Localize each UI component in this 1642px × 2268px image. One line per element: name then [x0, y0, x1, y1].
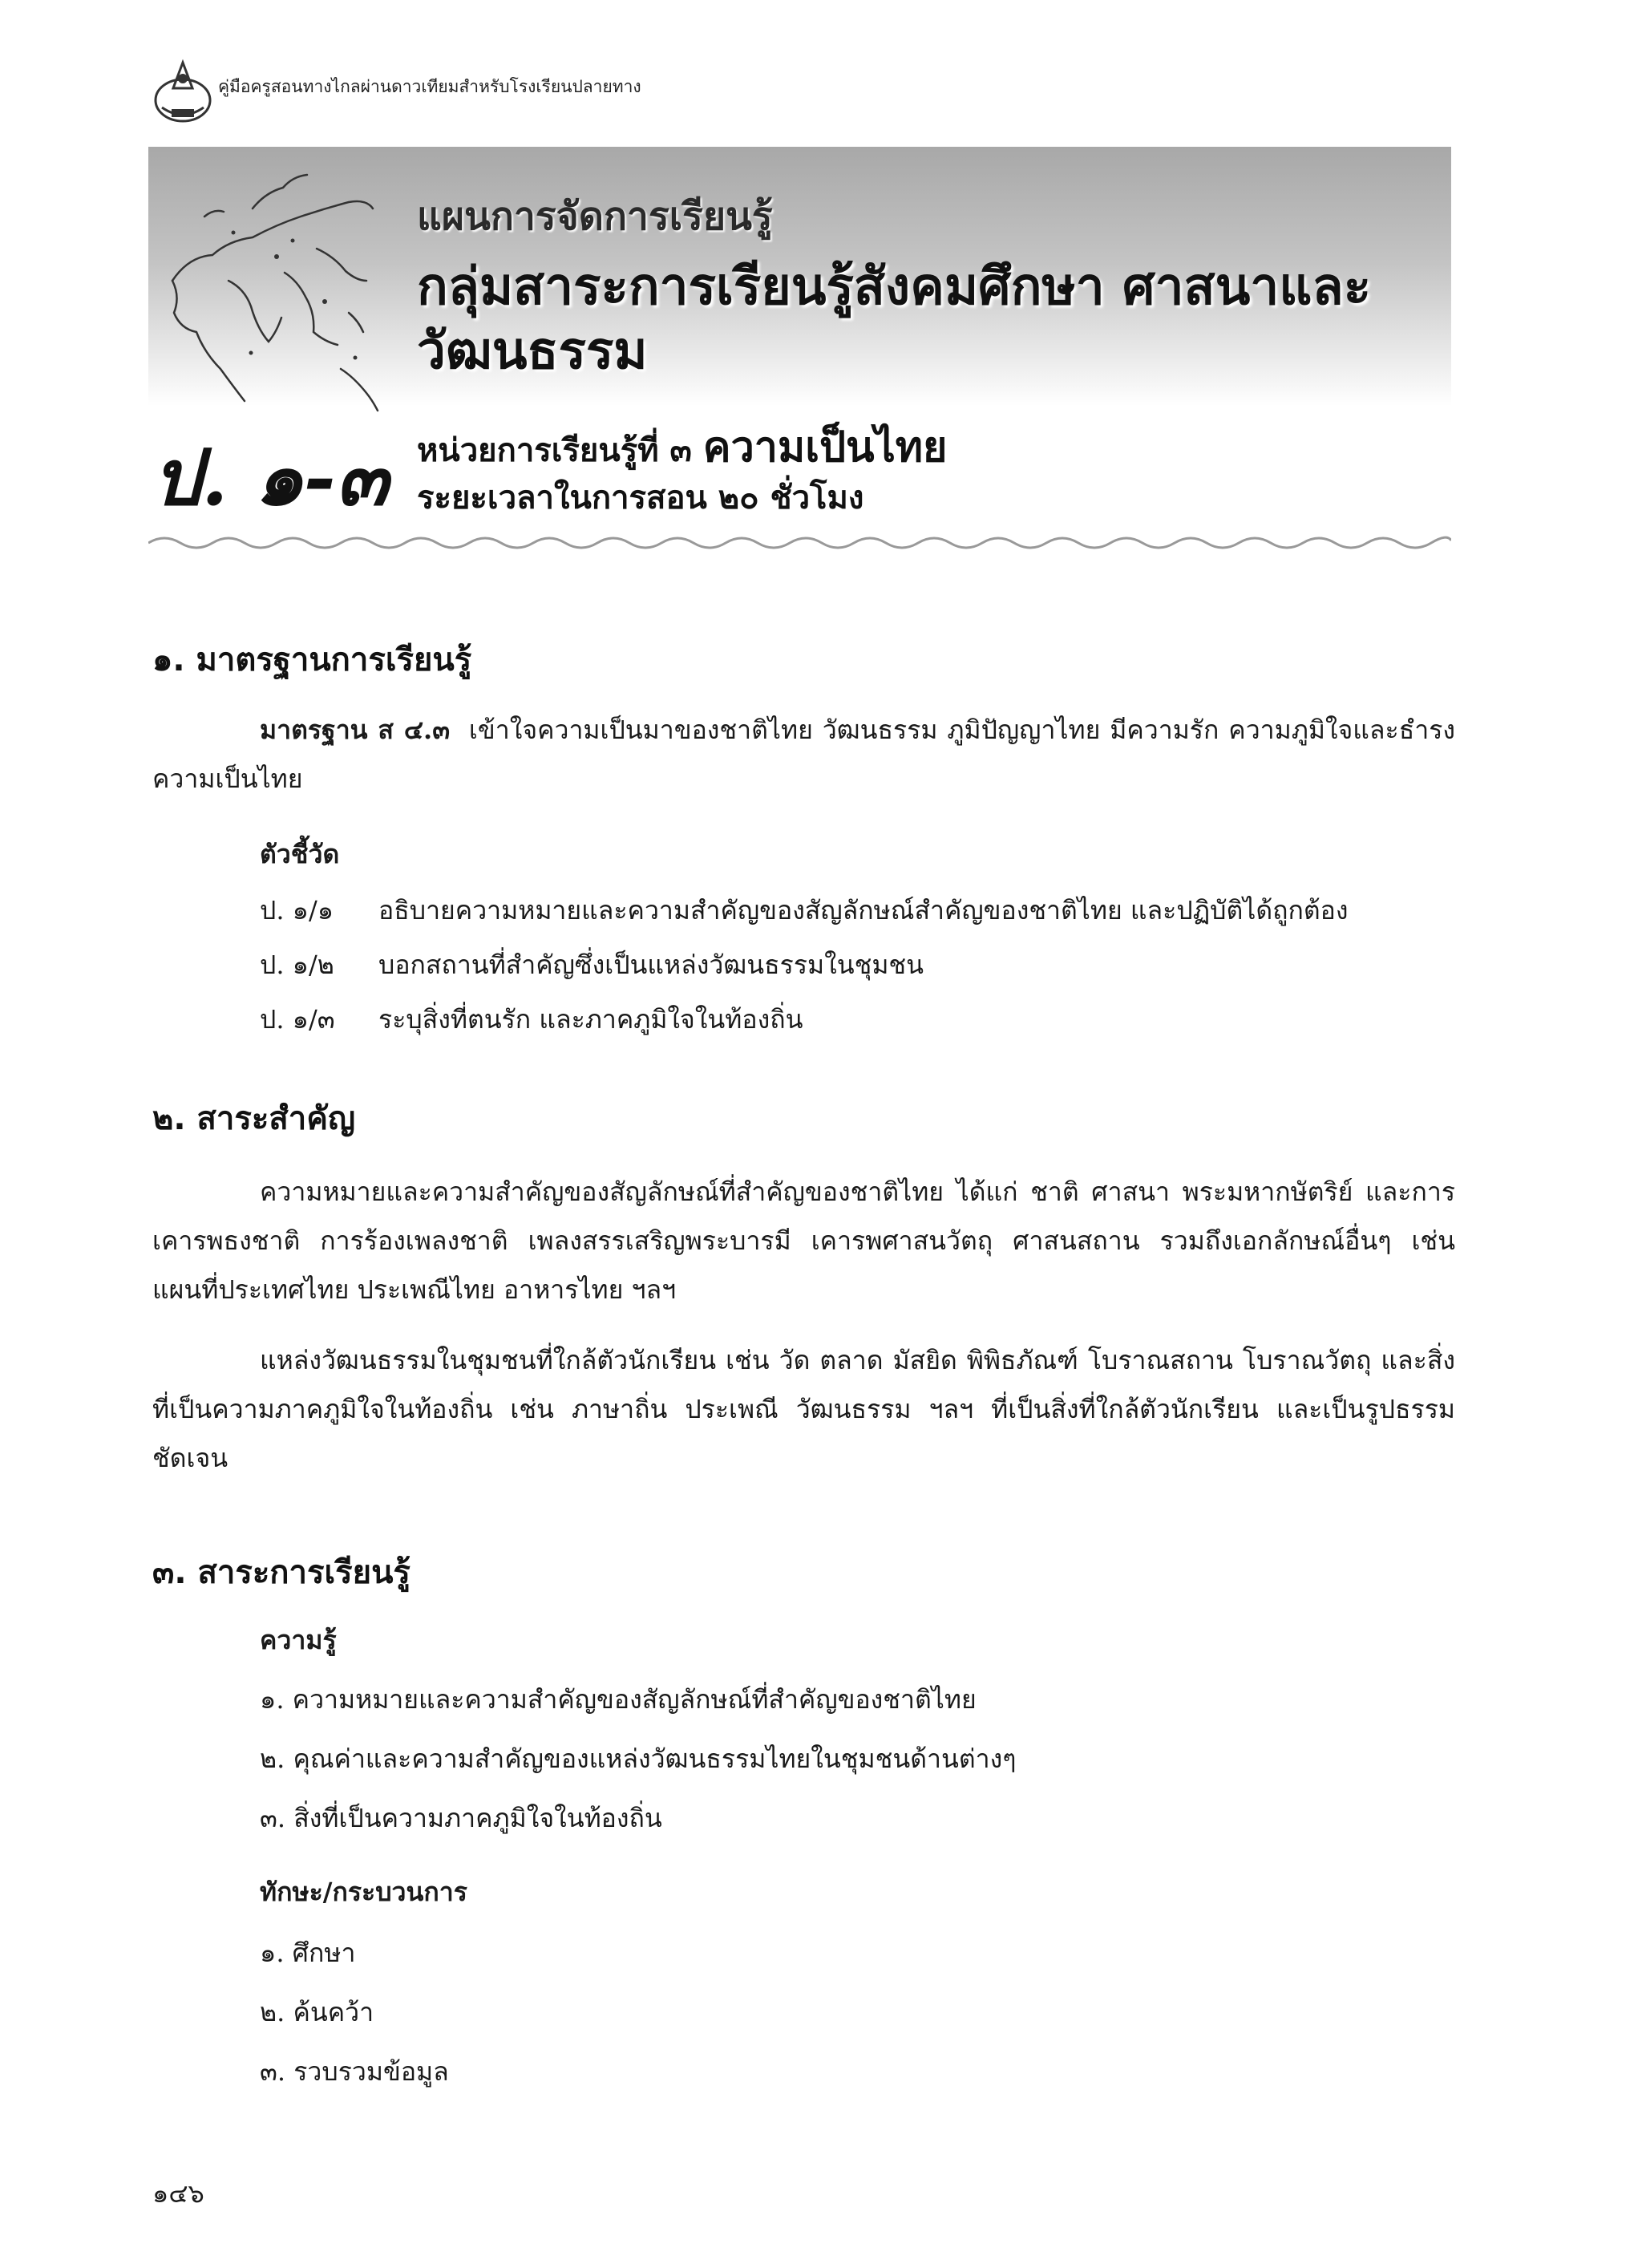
knowledge-item: ๑. ความหมายและความสำคัญของสัญลักษณ์ที่สำคัญของชาติไทย — [260, 1684, 977, 1715]
skill-item: ๑. ศึกษา — [260, 1938, 356, 1968]
school-seal-icon — [151, 56, 215, 128]
indicator-code: ป. ๑/๓ — [260, 1004, 335, 1035]
indicator-code: ป. ๑/๑ — [260, 895, 334, 925]
unit-name: ความเป็นไทย — [702, 423, 948, 472]
indicator-code: ป. ๑/๒ — [260, 950, 334, 980]
page-number: ๑๔๖ — [152, 2178, 204, 2209]
unit-heading — [417, 413, 947, 480]
standard-label: มาตรฐาน ส ๔.๓ — [260, 715, 451, 745]
section-heading-content: ๓. สาระการเรียนรู้ — [152, 1554, 410, 1591]
key-concept-paragraph-2: แหล่งวัฒนธรรมในชุมชนที่ใกล้ตัวนักเรียน เช่น วัด ตลาด มัสยิด พิพิธภัณฑ์ โบราณสถาน โบราณวัตถุ และสิ่งที่เป็นความภาคภูมิใจในท้องถิ่น เช่น ภาษาถิ่น ประเพณี วัฒนธรรม ฯลฯ ที่เป็นสิ่งที่ใกล้ตัวนักเรียน และเป็นรูปธรรมชัดเจน — [152, 1345, 1455, 1473]
section-heading-key-concepts: ๒. สาระสำคัญ — [152, 1100, 356, 1137]
knowledge-item: ๒. คุณค่าและความสำคัญของแหล่งวัฒนธรรมไทยในชุมชนด้านต่างๆ — [260, 1744, 1017, 1774]
skill-item: ๒. ค้นคว้า — [260, 1997, 374, 2027]
grade-level: ป. ๑-๓ — [152, 432, 389, 523]
skill-item: ๓. รวบรวมข้อมูล — [260, 2056, 449, 2087]
teaching-period: ระยะเวลาในการสอน ๒๐ ชั่วโมง — [417, 480, 864, 516]
indicator-item — [260, 890, 1348, 931]
key-concept-paragraph-1: ความหมายและความสำคัญของสัญลักษณ์ที่สำคัญของชาติไทย ได้แก่ ชาติ ศาสนา พระมหากษัตริย์ และการเคารพธงชาติ การร้องเพลงชาติ เพลงสรรเสริญพระบารมี เคารพศาสนวัตถุ ศาสนสถาน รวมถึงเอกลักษณ์อื่นๆ เช่น แผนที่ประเทศไทย ประเพณีไทย อาหารไทย ฯลฯ — [152, 1177, 1455, 1305]
indicator-text: บอกสถานที่สำคัญซึ่งเป็นแหล่งวัฒนธรรมในชุมชน — [378, 950, 924, 980]
wave-divider — [148, 531, 1451, 555]
unit-label: หน่วยการเรียนรู้ที่ ๓ — [417, 432, 692, 469]
standard-text: เข้าใจความเป็นมาของชาติไทย วัฒนธรรม ภูมิปัญญาไทย มีความรัก ความภูมิใจและธำรงความเป็นไทย — [152, 715, 1456, 794]
indicator-item — [260, 999, 803, 1040]
indicator-text: อธิบายความหมายและความสำคัญของสัญลักษณ์สำคัญของชาติไทย และปฏิบัติได้ถูกต้อง — [378, 895, 1349, 925]
running-header: คู่มือครูสอนทางไกลผ่านดาวเทียมสำหรับโรงเรียนปลายทาง — [218, 77, 641, 96]
world-map-icon — [156, 160, 381, 417]
indicators-heading: ตัวชี้วัด — [260, 839, 340, 869]
standard-paragraph — [152, 706, 1455, 804]
indicator-item — [260, 945, 924, 986]
page-title: กลุ่มสาระการเรียนรู้สังคมศึกษา ศาสนาและวัฒนธรรม — [417, 257, 1372, 381]
plan-kicker: แผนการจัดการเรียนรู้ — [417, 194, 773, 239]
knowledge-item: ๓. สิ่งที่เป็นความภาคภูมิใจในท้องถิ่น — [260, 1803, 662, 1833]
section-heading-standards: ๑. มาตรฐานการเรียนรู้ — [152, 642, 472, 678]
knowledge-heading: ความรู้ — [260, 1625, 337, 1655]
indicator-text: ระบุสิ่งที่ตนรัก และภาคภูมิใจในท้องถิ่น — [378, 1004, 803, 1035]
skills-heading: ทักษะ/กระบวนการ — [260, 1877, 467, 1907]
